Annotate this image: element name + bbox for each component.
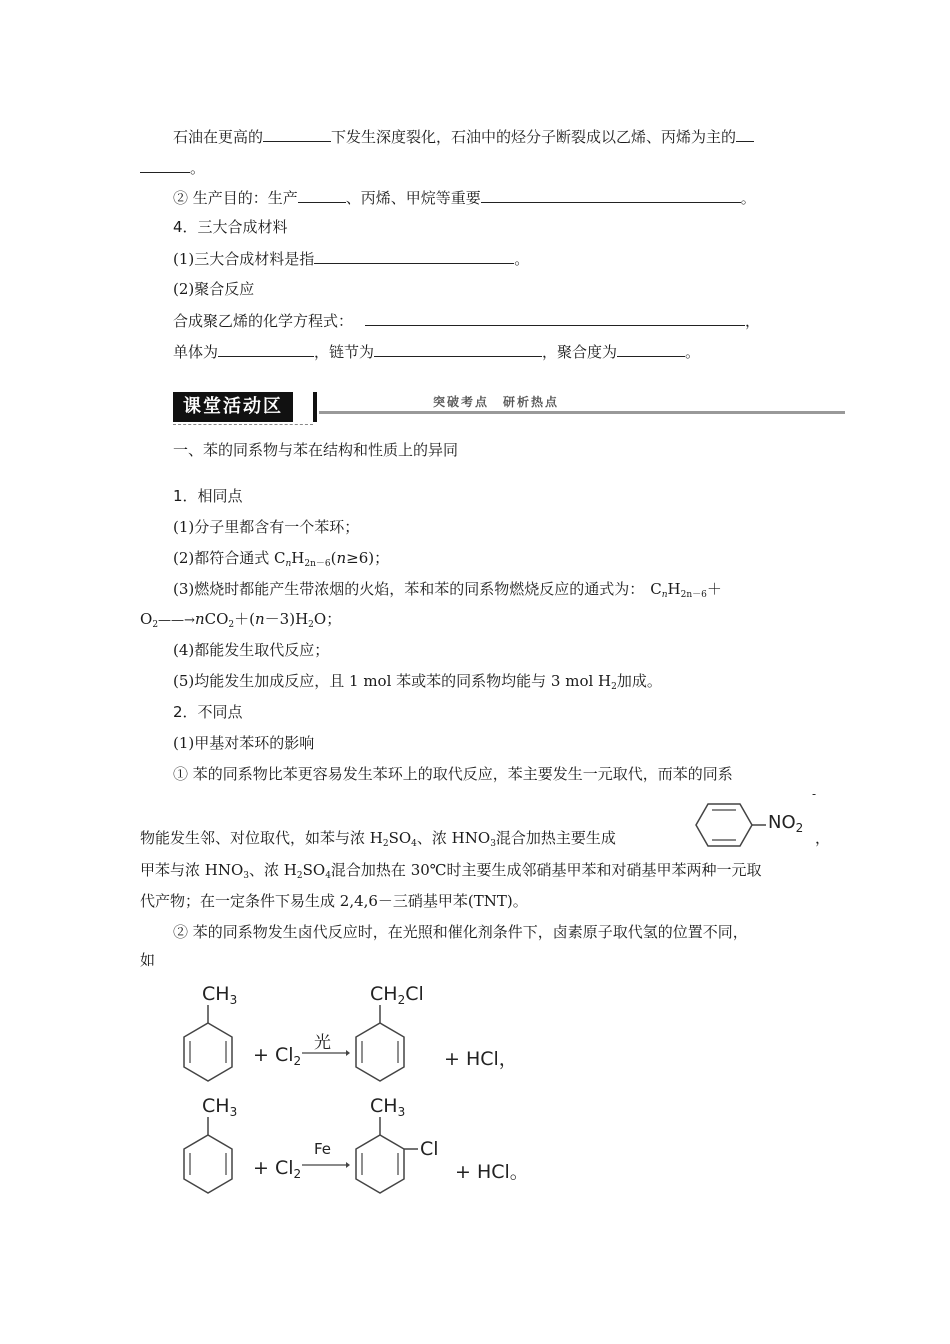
paragraph-purpose <box>173 187 756 208</box>
paragraph-materials <box>173 248 529 269</box>
text: 。 <box>190 159 206 177</box>
heading-synthetic-materials: 4．三大合成材料 <box>173 218 288 236</box>
text: 甲苯与浓 HNO <box>140 861 244 879</box>
variable: n <box>194 610 205 628</box>
text: (3)燃烧时都能产生带浓烟的火焰，苯和苯的同系物燃烧反应的通式为： <box>173 580 645 598</box>
subscript: 4 <box>411 839 417 849</box>
text: 、浓 H <box>249 861 297 879</box>
blank-field[interactable] <box>314 248 514 264</box>
diff-1: (1)甲基对苯环的影响 <box>173 734 315 752</box>
benzyl-chloride-ring <box>352 1005 412 1095</box>
banner-title: 课堂活动区 <box>173 392 293 422</box>
blank-field[interactable] <box>298 187 346 203</box>
condition-iron: Fe <box>314 1140 332 1158</box>
subscript: 2n－6 <box>680 590 707 600</box>
variable: n <box>336 549 347 567</box>
subscript: 3 <box>243 871 250 881</box>
byproduct: + HCl， <box>444 1048 518 1070</box>
text: 。 <box>514 250 530 268</box>
subscript: n <box>661 590 668 600</box>
text: H <box>667 580 681 598</box>
point-3-cont <box>140 609 341 631</box>
reagent: + $Cl_2$ <box>253 1044 302 1068</box>
section-heading: 一、苯的同系物与苯在结构和性质上的异同 <box>173 441 459 459</box>
point-2 <box>173 548 389 568</box>
text: －3)H <box>264 610 309 628</box>
text: O <box>140 610 153 628</box>
blank-field[interactable] <box>617 341 685 357</box>
text: $NO_2$ <box>768 812 804 835</box>
paragraph-equation <box>173 310 760 331</box>
product-substituent: $CH_3$ <box>370 1095 406 1119</box>
text: 石油在更高的 <box>173 128 264 146</box>
blank-field[interactable] <box>481 187 741 203</box>
reaction-arrow <box>302 1048 350 1058</box>
subscript: 2n－6 <box>304 559 331 569</box>
paragraph-polymerization: (2)聚合反应 <box>173 280 255 298</box>
text: 加成。 <box>616 672 662 690</box>
diff-6: ② 苯的同系物发生卤代反应时，在光照和催化剂条件下，卤素原子取代氢的位置不同， <box>173 923 748 941</box>
text: ≥6)； <box>346 549 390 567</box>
paragraph-cracking-cont <box>140 157 205 178</box>
heading-similarities: 1．相同点 <box>173 487 243 505</box>
text: ② 生产目的：生产 <box>173 189 298 207</box>
subscript: 2 <box>611 682 617 692</box>
text: 单体为 <box>173 343 219 361</box>
banner-dashed-line <box>173 424 313 425</box>
text: CO <box>204 610 229 628</box>
nitro-group-label <box>768 812 803 833</box>
subscript: 2 <box>382 839 389 849</box>
text: O； <box>313 610 342 628</box>
reactant-substituent: $CH_3$ <box>202 1095 238 1119</box>
text: H <box>291 549 305 567</box>
text: 。 <box>685 343 701 361</box>
chloro-substituent: Cl <box>420 1138 439 1160</box>
minus-mark: - <box>812 787 817 801</box>
text: 、丙烯、甲烷等重要 <box>345 189 481 207</box>
text: 合成聚乙烯的化学方程式： <box>173 312 354 330</box>
point-5 <box>173 671 662 691</box>
subscript: 3 <box>490 839 496 849</box>
comma: ， <box>815 829 831 847</box>
point-1: (1)分子里都含有一个苯环； <box>173 518 360 536</box>
diff-2: ① 苯的同系物比苯更容易发生苯环上的取代反应，苯主要发生一元取代，而苯的同系 <box>173 765 733 783</box>
toluene-ring <box>180 1117 240 1207</box>
subscript: 2 <box>296 871 303 881</box>
text: (5)均能发生加成反应，且 1 mol 苯或苯的同系物均能与 3 mol H <box>173 672 612 690</box>
text: 。 <box>740 189 756 207</box>
text: C <box>650 580 662 598</box>
point-3 <box>173 579 722 599</box>
reaction-arrow <box>302 1160 350 1170</box>
variable: n <box>255 610 265 628</box>
diff-3 <box>140 828 616 848</box>
product-substituent: $CH_2Cl$ <box>370 983 424 1007</box>
blank-field[interactable] <box>263 126 331 142</box>
byproduct: + HCl。 <box>455 1161 529 1183</box>
banner-rule <box>319 411 845 414</box>
blank-field[interactable] <box>736 126 754 142</box>
text: SO <box>302 861 326 879</box>
subscript: n <box>285 559 292 569</box>
reagent: + $Cl_2$ <box>253 1157 302 1181</box>
subscript: 2 <box>228 620 235 630</box>
condition-light: 光 <box>314 1033 331 1053</box>
text: 物能发生邻、对位取代，如苯与浓 H <box>140 829 383 847</box>
banner-divider <box>313 392 317 422</box>
section-banner <box>173 388 845 428</box>
diff-4 <box>140 860 762 880</box>
subscript: 4 <box>325 871 331 881</box>
text: ＋ <box>706 580 722 598</box>
blank-field[interactable] <box>218 341 314 357</box>
blank-field[interactable] <box>365 310 745 326</box>
paragraph-cracking <box>173 126 754 147</box>
diff-7: 如 <box>140 951 156 969</box>
subscript: 2 <box>152 620 159 630</box>
text: SO <box>388 829 412 847</box>
chlorotoluene-ring <box>352 1117 432 1207</box>
banner-subtitle: 突破考点 研析热点 <box>433 395 560 409</box>
diff-5: 代产物；在一定条件下易生成 2,4,6－三硝基甲苯(TNT)。 <box>140 892 528 910</box>
text: (1)三大合成材料是指 <box>173 250 315 268</box>
text: 混合加热在 30℃时主要生成邻硝基甲苯和对硝基甲苯两种一元取 <box>330 861 762 879</box>
paragraph-monomer <box>173 341 700 362</box>
reactant-substituent: $CH_3$ <box>202 983 238 1007</box>
text: ，链节为 <box>314 343 375 361</box>
text: ，聚合度为 <box>542 343 618 361</box>
subscript: 2 <box>308 620 314 630</box>
text: 、浓 HNO <box>416 829 491 847</box>
blank-field[interactable] <box>374 341 542 357</box>
point-4: (4)都能发生取代反应； <box>173 641 330 659</box>
text: 混合加热主要生成 <box>495 829 616 847</box>
toluene-ring <box>180 1005 240 1095</box>
text: 下发生深度裂化，石油中的烃分子断裂成以乙烯、丙烯为主的 <box>331 128 737 146</box>
text: ， <box>745 312 761 330</box>
text: (2)都符合通式 C <box>173 549 286 567</box>
text: ＋( <box>234 610 255 628</box>
text: ( <box>330 549 337 567</box>
blank-field[interactable] <box>140 157 190 173</box>
heading-differences: 2．不同点 <box>173 703 243 721</box>
arrow: ——→ <box>158 613 195 628</box>
